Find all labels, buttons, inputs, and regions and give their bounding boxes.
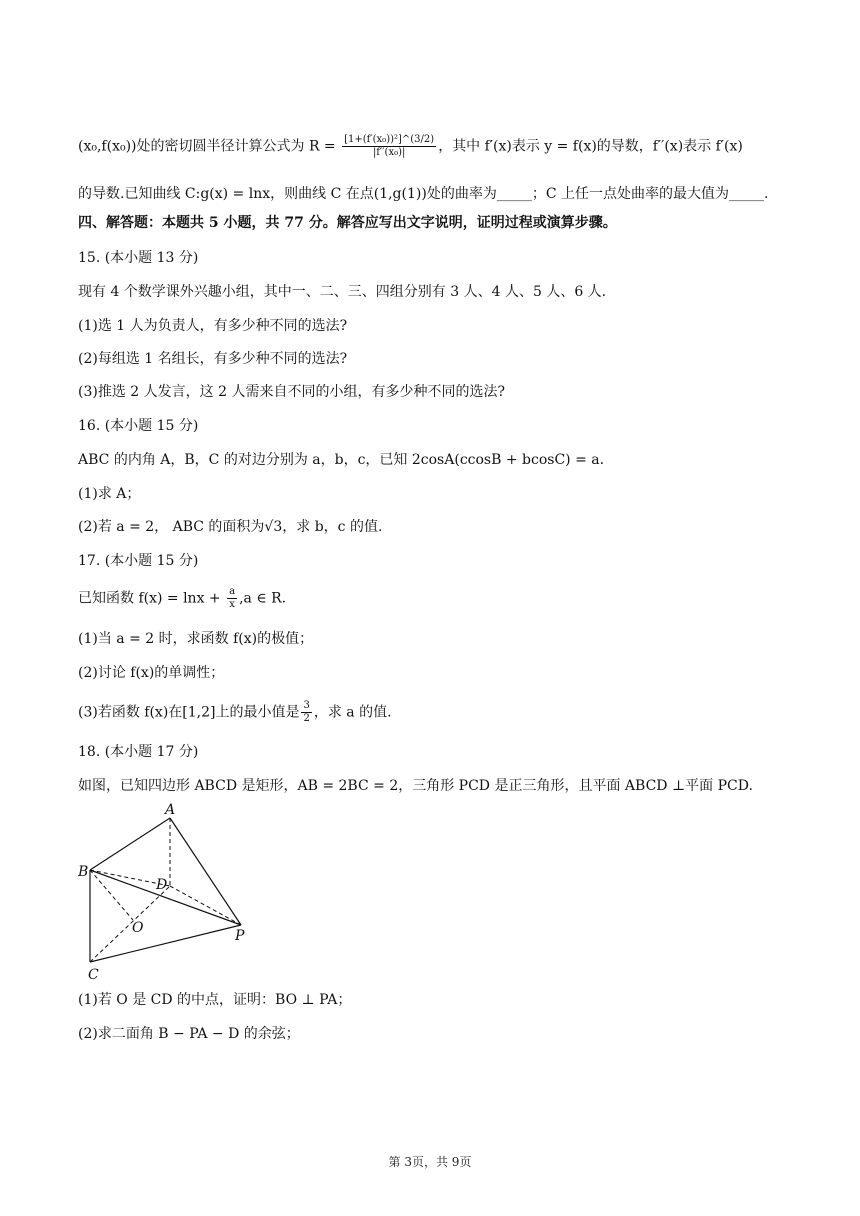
q15-title: 15. (本小题 13 分) (78, 250, 199, 266)
formula-tail: ，其中 f′(x)表示 y = f(x)的导数，f′′(x)表示 f′(x) (438, 138, 743, 155)
formula-numerator: [1+(f′(x₀))²]^(3/2) (344, 134, 435, 145)
q18-part1: (1)若 O 是 CD 的中点，证明：BO ⊥ PA； (78, 992, 352, 1008)
q15-stem: 现有 4 个数学课外兴趣小组，其中一、二、三、四组分别有 3 人、4 人、5 人、6 人. (78, 284, 607, 300)
formula-intro: (x₀,f(x₀))处的密切圆半径计算公式为 R = (78, 138, 341, 155)
edge-AB (90, 818, 170, 870)
label-P: P (235, 928, 245, 944)
label-B: B (78, 864, 89, 880)
section-heading: 四、解答题：本题共 5 小题，共 77 分。解答应写出文字说明，证明过程或演算步骤。 (78, 215, 617, 231)
q17-part1: (1)当 a = 2 时，求函数 f(x)的极值； (78, 631, 314, 647)
q17-part3-a: (3)若函数 f(x)在[1,2]上的最小值是 (78, 704, 300, 721)
q17-stem (78, 586, 286, 611)
edge-CD (90, 886, 170, 962)
edge-DP (170, 886, 241, 925)
q17-part3 (78, 700, 392, 725)
q16-part1: (1)求 A； (78, 486, 141, 502)
q15-part1: (1)选 1 人为负责人，有多少种不同的选法? (78, 318, 348, 334)
fraction-numerator: a (229, 586, 236, 597)
q17-stem-a: 已知函数 f(x) = lnx + (78, 590, 226, 607)
q16-stem: ABC 的内角 A，B，C 的对边分别为 a，b，c，已知 2cosA(ccosB + bcosC) = a. (78, 452, 605, 468)
q17-title: 17. (本小题 15 分) (78, 553, 199, 569)
curvature-question-line: 的导数.已知曲线 C:g(x) = lnx，则曲线 C 在点(1,g(1))处的曲率为_____；C 上任一点处曲率的最大值为_____. (78, 186, 769, 202)
q17-part3-b: ，求 a 的值. (313, 704, 392, 721)
edge-CP (90, 925, 241, 962)
q17-part2: (2)讨论 f(x)的单调性； (78, 665, 225, 681)
q15-part3: (3)推选 2 人发言，这 2 人需来自不同的小组，有多少种不同的选法? (78, 384, 505, 400)
label-D: D (156, 877, 168, 893)
fraction-numerator: 3 (303, 700, 310, 711)
page-footer: 第 3页，共 9页 (388, 1155, 472, 1169)
fraction-denominator: 2 (303, 713, 310, 724)
q17-stem-b: ,a ∈ R. (239, 590, 287, 607)
q15-part2: (2)每组选 1 名组长，有多少种不同的选法? (78, 351, 348, 367)
formula-line (78, 134, 743, 159)
label-A: A (165, 802, 176, 818)
q18-part2: (2)求二面角 B − PA − D 的余弦； (78, 1026, 300, 1042)
fraction-denominator: x (229, 599, 235, 610)
label-O: O (132, 920, 144, 936)
curvature-radius-formula (342, 134, 436, 159)
pyramid-figure (78, 800, 268, 986)
three-halves-fraction (301, 700, 311, 725)
formula-denominator: |f′′(x₀)| (372, 147, 406, 158)
q16-title: 16. (本小题 15 分) (78, 418, 199, 434)
label-C: C (88, 967, 99, 983)
edge-AP (170, 818, 241, 925)
q16-part2: (2)若 a = 2， ABC 的面积为√3，求 b，c 的值. (78, 519, 383, 535)
a-over-x-fraction (227, 586, 237, 611)
q18-stem: 如图，已知四边形 ABCD 是矩形，AB = 2BC = 2，三角形 PCD 是正三角形，且平面 ABCD ⊥平面 PCD. (78, 778, 753, 794)
q18-title: 18. (本小题 17 分) (78, 744, 199, 760)
